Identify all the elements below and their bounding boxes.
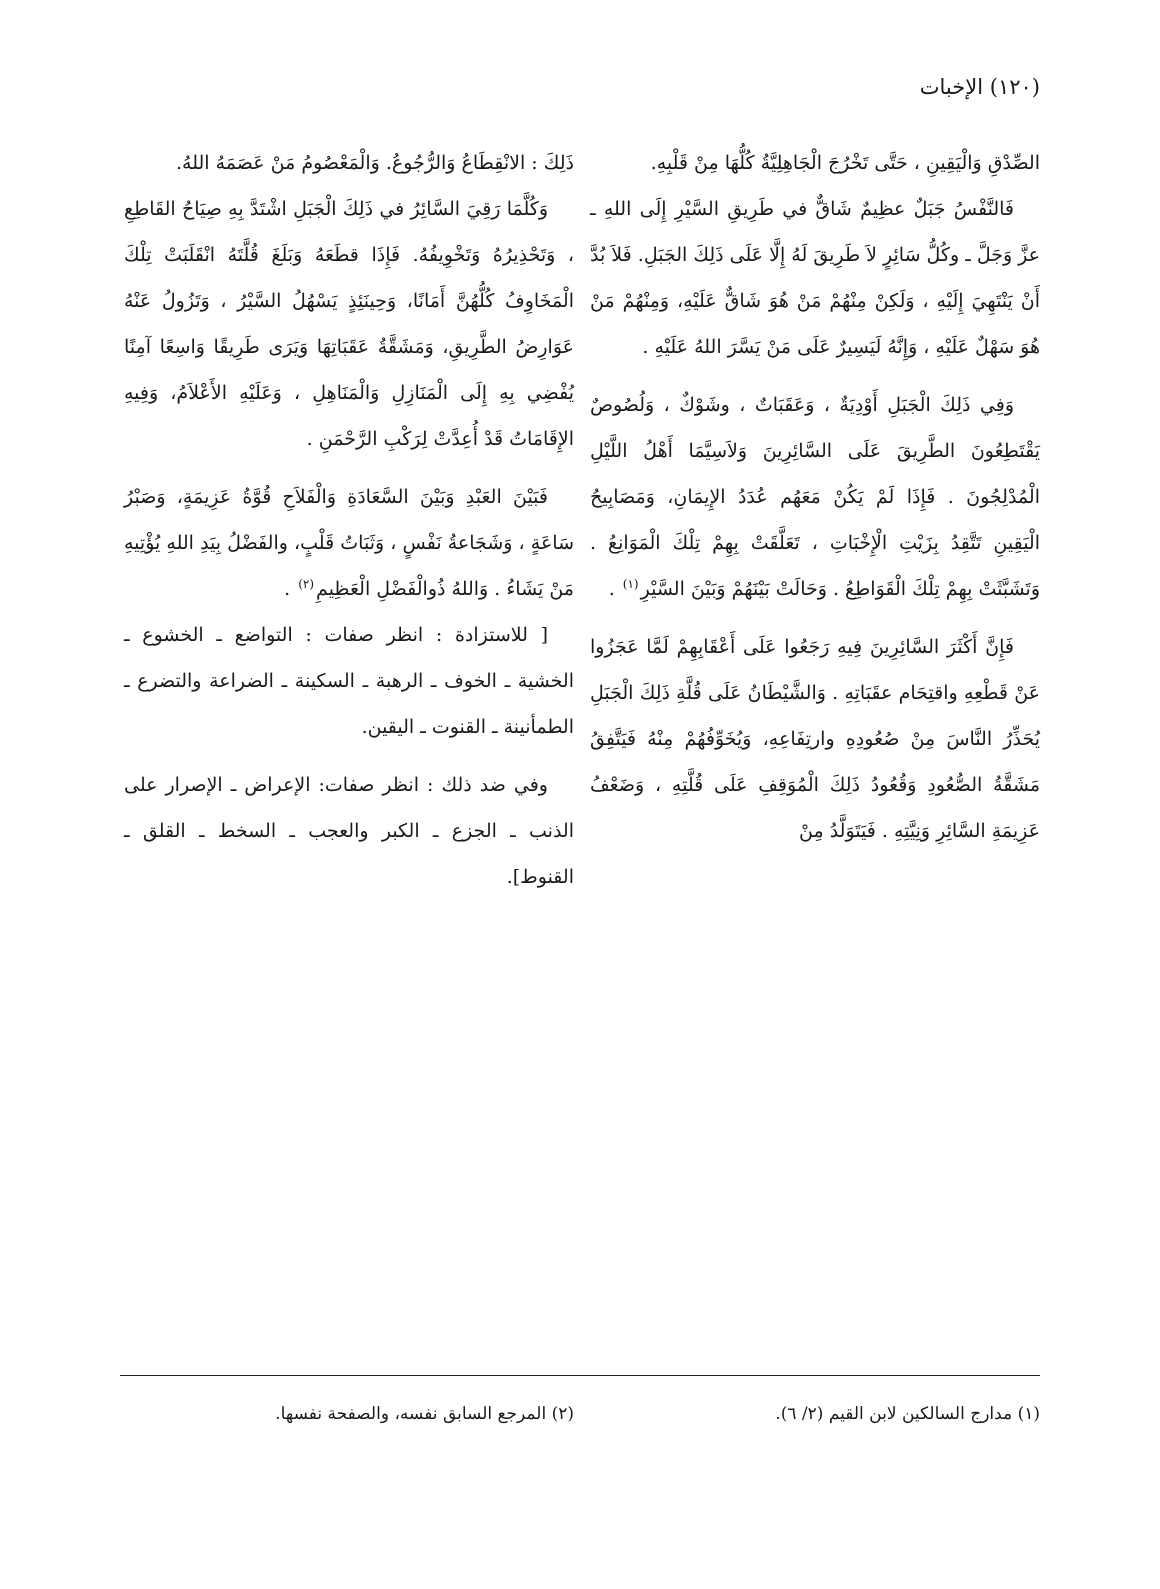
- footnotes: [120, 1400, 1040, 1440]
- paragraph: فَالنَّفْسُ جَبَلٌ عظِيمٌ شَاقٌّ في طَرِيقِ السَّيْرِ إِلَى اللهِ ـ عزَّ وَجَلَّ ـ وكُلُّ سَائِرٍ لاَ طَرِيقَ لَهُ إِلَّا عَلَى ذَلِكَ الجَبَلِ. فَلاَ بُدَّ أَنْ يَنْتَهِيَ إِلَيْهِ ، وَلَكِنْ مِنْهُمْ مَنْ هُوَ شَاقٌّ عَلَيْهِ، وَمِنْهُمْ مَنْ هُوَ سَهْلٌ عَلَيْهِ ، وَإِنَّهُ لَيَسِيرٌ عَلَى مَنْ يَسَّرَ اللهُ عَلَيْهِ .: [590, 198, 1040, 358]
- footnote-2: [275, 1400, 574, 1428]
- paragraph: فَبَيْنَ العَبْدِ وَبَيْنَ السَّعَادَةِ وَالْفَلاَحِ قُوَّةُ عَزِيمَةٍ، وَصَبْرُ سَاعَةٍ ، وَشَجَاعةُ نَفْسٍ ، وَثَبَاتُ قَلْبٍ، والفَضْلُ بِيَدِ اللهِ يُؤْتِيهِ مَنْ يَشَاءُ . وَاللهُ ذُوالْفَضْلِ الْعَظِيمِ$^{(٢)}$ .: [124, 486, 574, 600]
- see-opposite-paragraph: وفي ضد ذلك : انظر صفات: الإعراض ـ الإصرار على الذنب ـ الجزع ـ الكبر والعجب ـ السخط ـ القلق ـ القنوط].: [124, 774, 574, 888]
- footnote-1: [775, 1400, 1040, 1428]
- paragraph: ذَلِكَ : الانْقِطَاعُ وَالرُّجُوعُ. وَالْمَعْصُومُ مَنْ عَصَمَهُ اللهُ.: [176, 152, 574, 174]
- footnote-marker: (١): [622, 576, 639, 591]
- footnote-number: (٢): [551, 1404, 574, 1424]
- left-column: [124, 140, 574, 900]
- paragraph: الصِّدْقِ وَالْيَقِينِ ، حَتَّى تَخْرُجَ الْجَاهِلِيَّةُ كُلُّهَا مِنْ قَلْبِهِ.: [650, 152, 1040, 174]
- see-also-paragraph: [ للاستزادة : انظر صفات : التواضع ـ الخشوع ـ الخشية ـ الخوف ـ الرهبة ـ السكينة ـ الضراعة والتضرع ـ الطمأنينة ـ القنوت ـ اليقين.: [124, 624, 574, 738]
- paragraph: وَكُلَّمَا رَقِيَ السَّائِرُ في ذَلِكَ الْجَبَلِ اشْتَدَّ بِهِ صِيَاحُ القَاطِعِ ، وَتَحْذِيرُهُ وَتَخْوِيفُهُ. فَإِذَا قطَعَهُ وَبَلَغَ قُلَّتَهُ انْقَلَبَتْ تِلْكَ الْمَخَاوِفُ كُلُّهُنَّ أَمَانًا، وَحِينَئِذٍ يَسْهُلُ السَّيْرُ ، وَتَزُولُ عَنْهُ عَوَارِضُ الطَّرِيقِ، وَمَشَقَّةُ عَقَبَاتِهَا وَيَرَى طَرِيقًا وَاسِعًا آمِنًا يُفْضِي بِهِ إِلَى الْمَنَازِلِ وَالْمَنَاهِلِ ، وَعَلَيْهِ الأَعْلاَمُ، وَفِيهِ الإِقَامَاتُ قَدْ أُعِدَّتْ لِرَكْبِ الرَّحْمَنِ .: [124, 198, 574, 450]
- footnote-number: (١): [1017, 1404, 1040, 1424]
- paragraph: فَإِنَّ أَكْثَرَ السَّائِرِينَ فِيهِ رَجَعُوا عَلَى أَعْقَابِهِمْ لَمَّا عَجَزُوا عَنْ قَطْعِهِ واقتِحَام عقَبَاتِهِ . وَالشَّيْطَانُ عَلَى قُلَّةِ ذَلِكَ الْجَبَلِ يُحَذِّرُ النَّاسَ مِنْ صُعُودِهِ وارتِفَاعِهِ، وَيُخَوِّفُهُمْ مِنْهُ فَيَتَّفِقُ مَشَقَّةُ الصُّعُودِ وَقُعُودُ ذَلِكَ الْمُوَقِفِ عَلَى قُلَّتِهِ ، وَضَعْفُ عَزِيمَةِ السَّائِرِ وَنِيَّتِهِ . فَيَتَوَلَّدُ مِنْ: [590, 636, 1040, 842]
- page-number: (١٢٠): [989, 75, 1040, 99]
- footnote-divider: [120, 1375, 1040, 1376]
- footnote-text: مدارج السالكين لابن القيم (٢/ ٦).: [775, 1404, 1013, 1424]
- footnote-text: المرجع السابق نفسه، والصفحة نفسها.: [275, 1404, 547, 1424]
- paragraph: وَفِي ذَلِكَ الْجَبَلِ أَوْدِيَةٌ ، وَعَقَبَاتٌ ، وشَوْكٌ ، وَلُصُوصٌ يَقْتَطِعُونَ الطَّرِيقَ عَلَى السَّائِرِينَ وَلاَسِيَّمَا أَهْلُ اللَّيْلِ الْمُدْلِجُونَ . فَإِذَا لَمْ يَكُنْ مَعَهُم عُدَدُ الإِيمَانِ، وَمَصَابِيحُ الْيَقِينِ تَتَّقِدُ بِزَيْتِ الْإِخْبَاتِ ، تَعَلَّقَتْ بِهِمْ تِلْكَ الْمَوَانِعُ . وَتَشَبَّثَتْ بِهِمْ تِلْكَ الْقَوَاطِعُ . وَحَالَتْ بَيْنَهُمْ وَبَيْنَ السَّيْرِ$^{(١)}$ .: [590, 394, 1040, 600]
- footnote-marker: (٢): [298, 576, 315, 591]
- book-title: الإخبات: [919, 75, 984, 99]
- page-header: [920, 72, 1040, 102]
- right-column: [590, 140, 1040, 854]
